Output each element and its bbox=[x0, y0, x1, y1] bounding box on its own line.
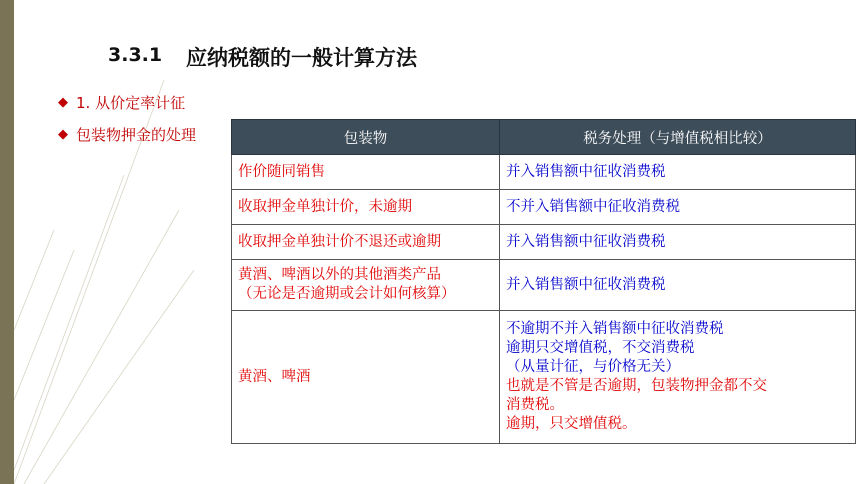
bullet-text: 包装物押金的处理 bbox=[76, 126, 197, 144]
diamond-bullet-icon: ◆ bbox=[58, 127, 68, 142]
table-header-row bbox=[232, 120, 856, 155]
table-row bbox=[232, 190, 856, 225]
table-row bbox=[232, 155, 856, 190]
diamond-bullet-icon: ◆ bbox=[58, 95, 68, 110]
packaging-cell: 收取押金单独计价，未逾期 bbox=[232, 190, 500, 225]
cell-line: 黄酒、啤酒以外的其他酒类产品 bbox=[238, 267, 441, 283]
treatment-cell: 并入销售额中征收消费税 bbox=[500, 260, 856, 311]
cell-line: （从量计征，与价格无关） bbox=[506, 359, 680, 375]
decorative-lines bbox=[14, 0, 214, 484]
cell-line: 不逾期不并入销售额中征收消费税 bbox=[506, 321, 724, 337]
table-row bbox=[232, 260, 856, 311]
cell-line: （无论是否逾期或会计如何核算） bbox=[238, 286, 456, 302]
section-number: 3.3.1 bbox=[108, 44, 163, 66]
bullet-item-2 bbox=[58, 124, 196, 145]
treatment-cell: 并入销售额中征收消费税 bbox=[500, 225, 856, 260]
table-row bbox=[232, 311, 856, 444]
packaging-cell bbox=[232, 260, 500, 311]
bullet-text: 1. 从价定率计征 bbox=[76, 94, 186, 112]
table-row bbox=[232, 225, 856, 260]
cell-line: 也就是不管是否逾期，包装物押金都不交 bbox=[506, 378, 767, 394]
cell-line: 消费税。 bbox=[506, 397, 564, 413]
page-title: 应纳税额的一般计算方法 bbox=[186, 46, 417, 70]
treatment-cell: 不并入销售额中征收消费税 bbox=[500, 190, 856, 225]
packaging-cell: 黄酒、啤酒 bbox=[232, 311, 500, 444]
treatment-cell: 并入销售额中征收消费税 bbox=[500, 155, 856, 190]
packaging-tax-table bbox=[231, 119, 856, 444]
packaging-cell: 作价随同销售 bbox=[232, 155, 500, 190]
cell-line: 逾期，只交增值税。 bbox=[506, 416, 637, 432]
column-header-tax-treatment: 税务处理（与增值税相比较） bbox=[500, 120, 856, 155]
left-sidebar-bar bbox=[0, 0, 14, 484]
bullet-item-1 bbox=[58, 92, 185, 113]
packaging-cell: 收取押金单独计价不退还或逾期 bbox=[232, 225, 500, 260]
treatment-cell bbox=[500, 311, 856, 444]
cell-line: 逾期只交增值税，不交消费税 bbox=[506, 340, 695, 356]
column-header-packaging: 包装物 bbox=[232, 120, 500, 155]
